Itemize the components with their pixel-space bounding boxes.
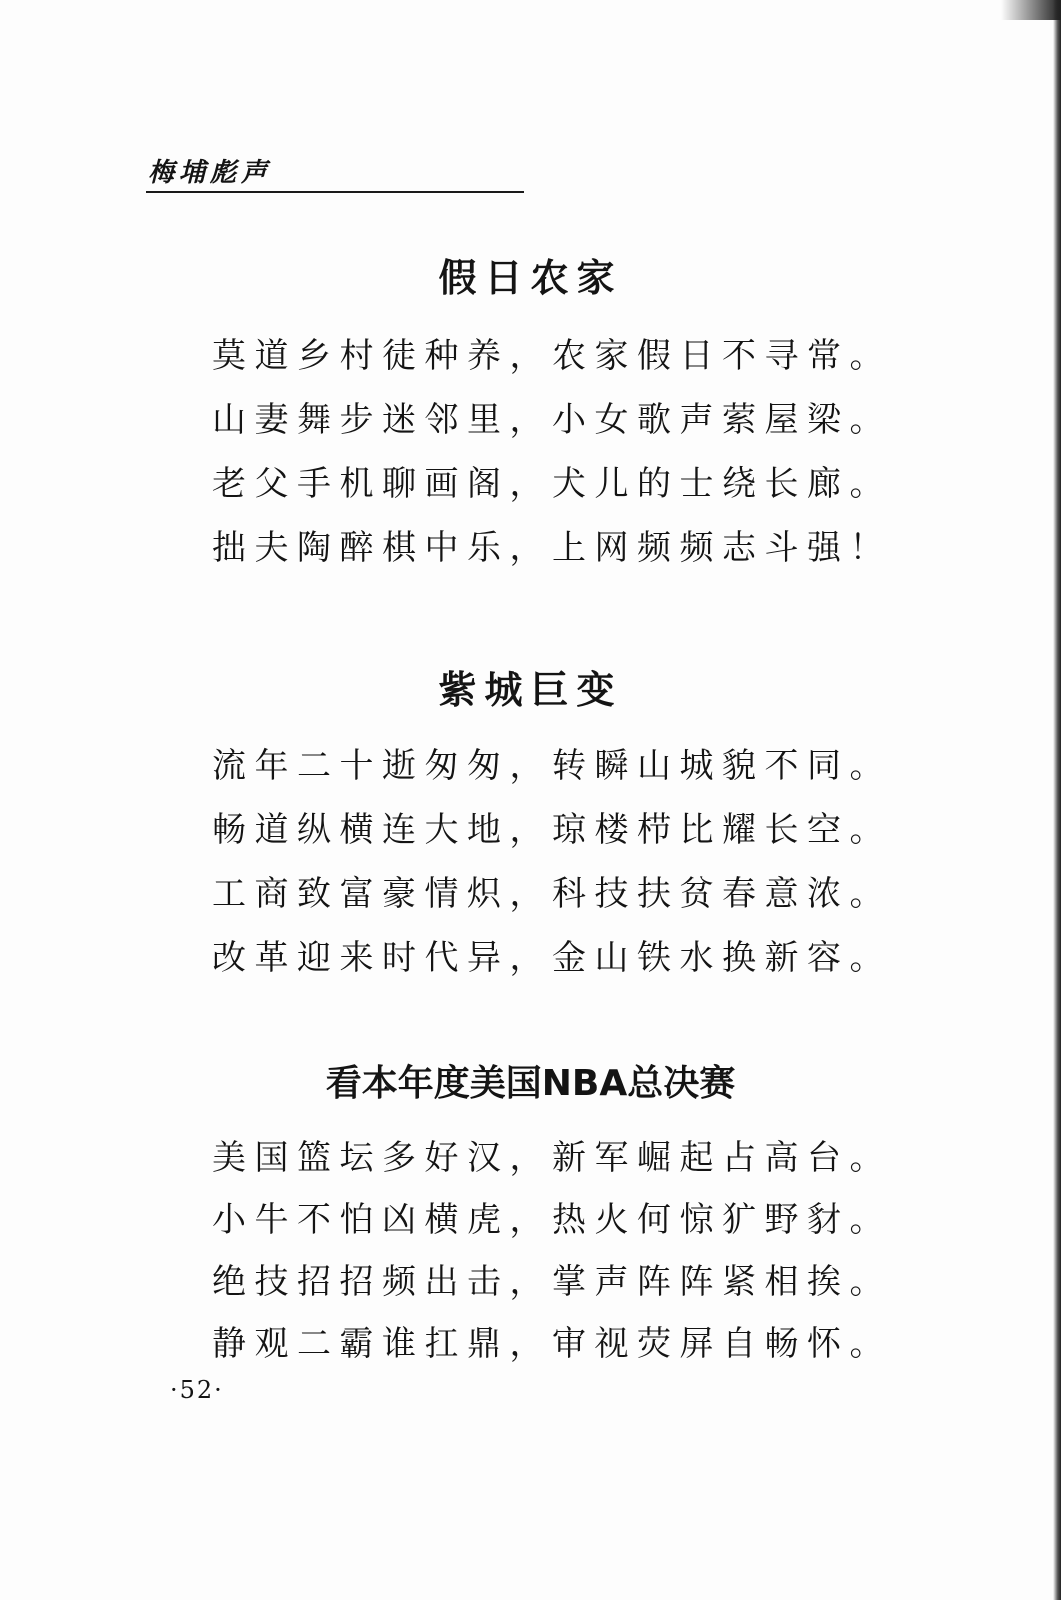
poem-2: [0, 660, 1061, 720]
poem-1: [0, 248, 1061, 308]
poem-line: 老父手机聊画阁，犬儿的士绕长廊。: [212, 464, 892, 504]
poem-title: 假日农家: [438, 256, 623, 300]
poem-line: 工商致富豪情炽，科技扶贫春意浓。: [212, 874, 892, 914]
poem-title: 看本年度美国NBA总决赛: [325, 1063, 736, 1104]
poem-line: 拙夫陶醉棋中乐，上网频频志斗强！: [212, 528, 892, 568]
poem-line: 畅道纵横连大地，琼楼栉比耀长空。: [212, 810, 892, 850]
poem-line: 绝技招招频出击，掌声阵阵紧相挨。: [212, 1262, 892, 1302]
running-head-rule: [146, 191, 524, 193]
poem-title: 紫城巨变: [438, 668, 623, 712]
page-edge-shadow: [1053, 0, 1061, 1600]
poem-3: [0, 1054, 1061, 1114]
page-number: ·52·: [170, 1376, 224, 1404]
poem-line: 美国篮坛多好汉，新军崛起占高台。: [212, 1138, 892, 1178]
poem-line: 改革迎来时代异，金山铁水换新容。: [212, 938, 892, 978]
poem-line: 山妻舞步迷邻里，小女歌声萦屋梁。: [212, 400, 892, 440]
poem-line: 小牛不怕凶横虎，热火何惊犷野豺。: [212, 1200, 892, 1240]
poem-line: 静观二霸谁扛鼎，审视荧屏自畅怀。: [212, 1324, 892, 1364]
poem-line: 莫道乡村徒种养，农家假日不寻常。: [212, 336, 892, 376]
page-corner-shadow: [1001, 0, 1061, 20]
poem-line: 流年二十逝匆匆，转瞬山城貌不同。: [212, 746, 892, 786]
running-head: 梅埔彪声: [148, 158, 273, 188]
